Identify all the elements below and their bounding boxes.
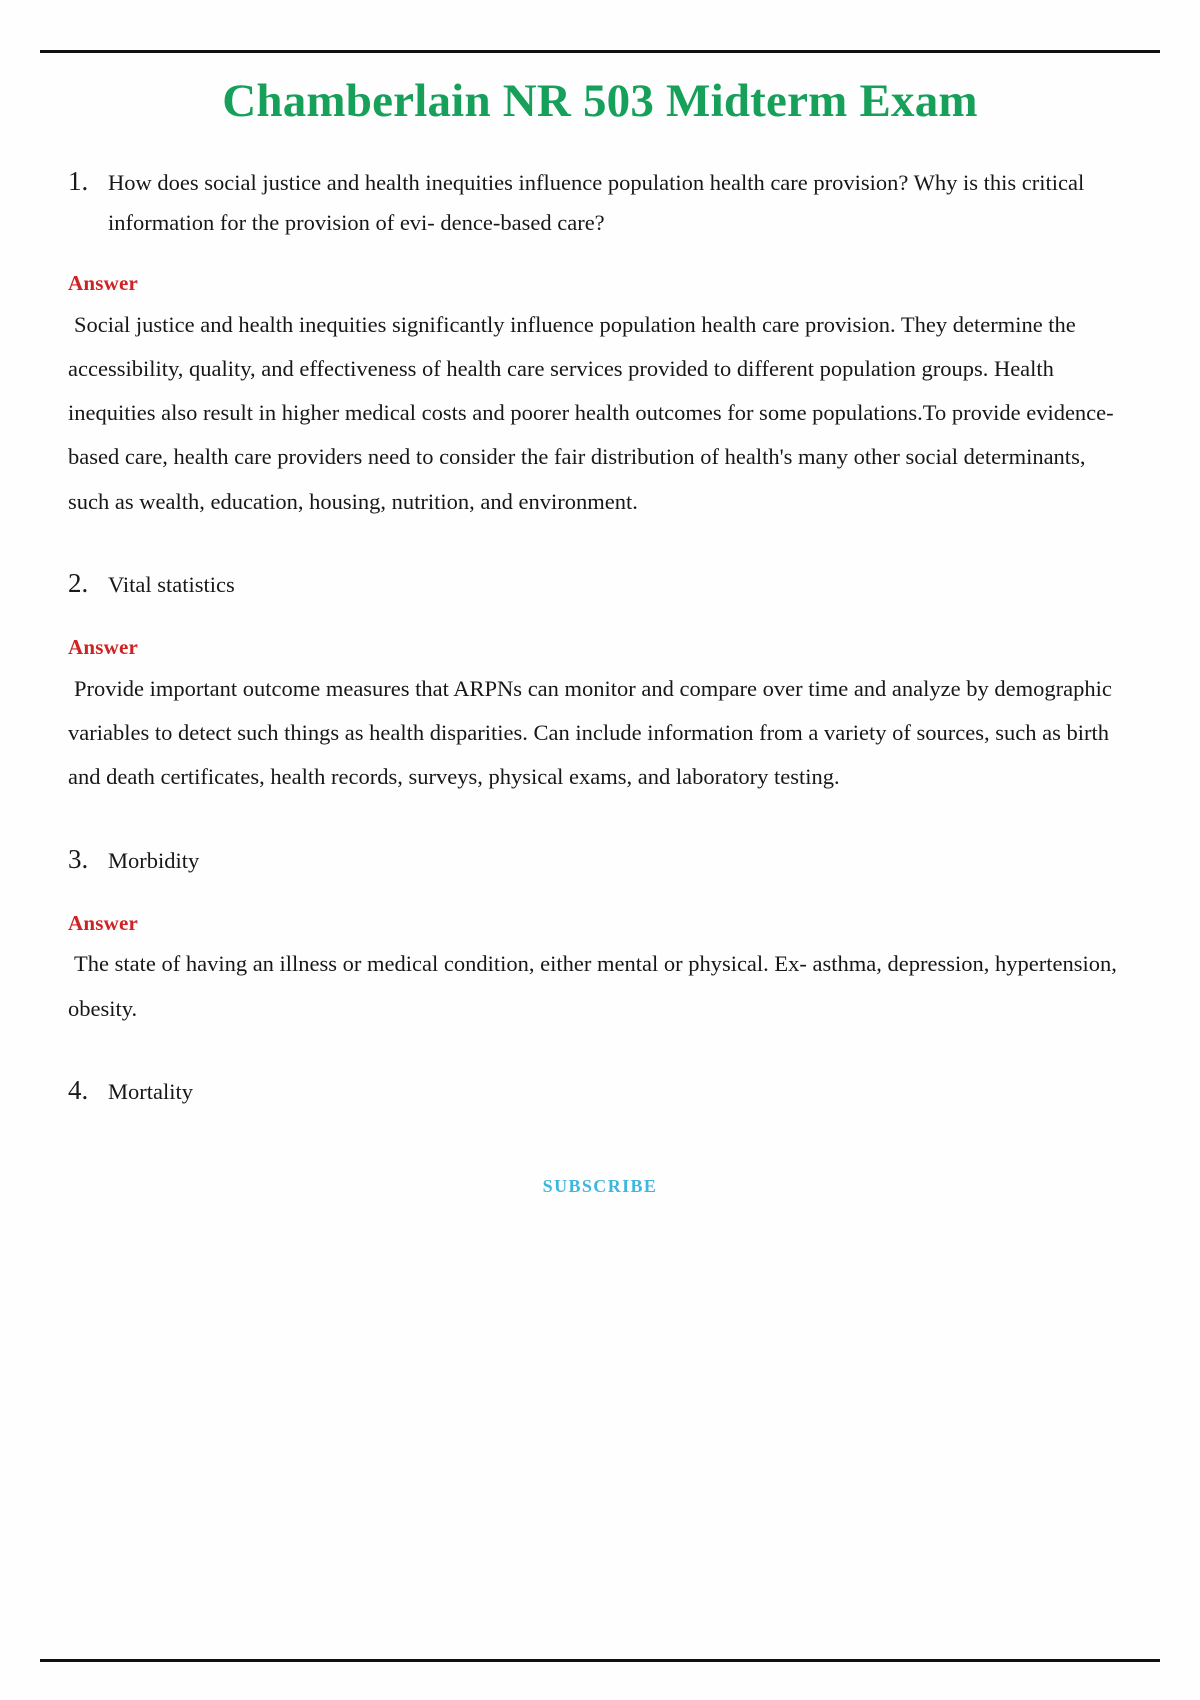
answer-label: Answer <box>68 910 139 935</box>
answer-text: Provide important outcome measures that ARPNs can monitor and compare over time and analyze by demographic variables to detect such things as health disparities. Can include information from a variety of sources, such as birth and death certificates, health records, surveys, physical exams, and laboratory testing. <box>68 675 1112 790</box>
answer-label: Answer <box>68 635 139 660</box>
question-row <box>68 560 1132 607</box>
question-number: 3. <box>68 843 89 874</box>
subscribe-container <box>68 1176 1132 1197</box>
question-text: Vital statistics <box>108 572 235 598</box>
qa-block <box>68 800 1132 1031</box>
question-number: 2. <box>68 568 89 599</box>
answer-text: The state of having an illness or medical condition, either mental or physical. Ex- asthma, depression, hypertension, obesity. <box>68 951 1117 1021</box>
answer-text: Social justice and health inequities significantly influence population health care provision. They determine the accessibility, quality, and effectiveness of health care services provided to different population groups. Health inequities also result in higher medical costs and poorer health outcomes for some populations.To provide evidence-based care, health care providers need to consider the fair distribution of health's many other social determinants, such as wealth, education, housing, nutrition, and environment. <box>68 311 1114 514</box>
qa-block <box>68 1031 1132 1114</box>
question-number: 4. <box>68 1074 89 1105</box>
question-text: Mortality <box>108 1078 193 1104</box>
question-text: How does social justice and health inequities influence population health care provision? Why is this critical information for the provision of evi- dence-based care? <box>108 170 1085 236</box>
question-row <box>68 158 1132 243</box>
question-row <box>68 1067 1132 1114</box>
document-content <box>0 50 1200 1197</box>
subscribe-link[interactable]: SUBSCRIBE <box>542 1176 658 1197</box>
question-row <box>68 836 1132 883</box>
question-answer-list <box>68 128 1132 1114</box>
question-number: 1. <box>68 166 89 197</box>
answer-label: Answer <box>68 271 139 296</box>
question-text: Morbidity <box>108 847 200 873</box>
qa-block <box>68 128 1132 524</box>
qa-block <box>68 524 1132 800</box>
footer-divider <box>40 1659 1160 1662</box>
page-title: Chamberlain NR 503 Midterm Exam <box>222 75 978 127</box>
